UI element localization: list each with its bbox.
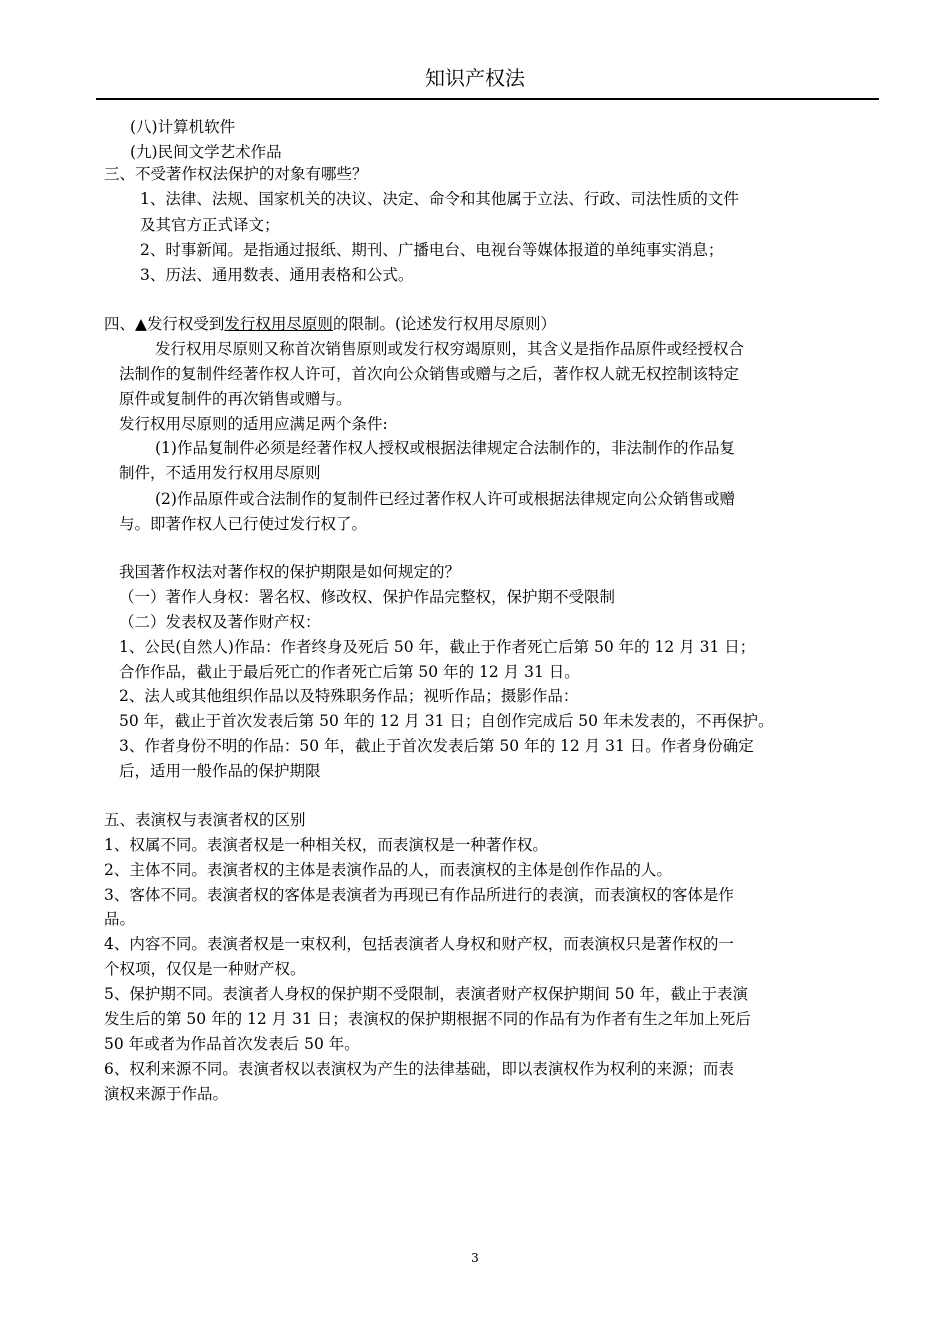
paragraph-line: 合作作品，截止于最后死亡的作者死亡后第 50 年的 12 月 31 日。 [119,663,580,681]
paragraph-line: 50 年或者为作品首次发表后 50 年。 [104,1035,360,1053]
list-item-software: (八)计算机软件 [130,118,236,136]
paragraph-line: 制件，不适用发行权用尽原则 [119,464,321,482]
header-divider [96,98,879,100]
paragraph-line: (1)作品复制件必须是经著作权人授权或根据法律规定合法制作的，非法制作的作品复 [155,439,735,457]
paragraph-line: 6、权利来源不同。表演者权以表演权为产生的法律基础，即以表演权作为权利的来源；而表 [104,1060,734,1078]
paragraph-line: 3、客体不同。表演者权的客体是表演者为再现已有作品所进行的表演，而表演权的客体是作 [104,886,734,904]
paragraph-line: （二）发表权及著作财产权： [119,613,321,631]
paragraph-line: 5、保护期不同。表演者人身权的保护期不受限制，表演者财产权保护期间 50 年，截止于表演 [104,985,748,1003]
paragraph-line: 演权来源于作品。 [104,1085,229,1103]
section-3-item-3: 3、历法、通用数表、通用表格和公式。 [140,266,414,284]
paragraph-line: 品。 [104,910,136,928]
paragraph-line: 后，适用一般作品的保护期限 [119,762,321,780]
paragraph-line: 3、作者身份不明的作品：50 年，截止于首次发表后第 50 年的 12 月 31 日。作者身份确定 [119,737,754,755]
exhaustion-principle-term: 发行权用尽原则 [224,315,333,333]
paragraph-line: 发行权用尽原则又称首次销售原则或发行权穷竭原则，其含义是指作品原件或经授权合 [155,340,745,358]
paragraph-line: 发生后的第 50 年的 12 月 31 日；表演权的保护期根据不同的作品有为作者有生之年加上死后 [104,1010,751,1028]
paragraph-line: 1、公民(自然人)作品：作者终身及死后 50 年，截止于作者死亡后第 50 年的 12 月 31 日； [119,638,756,656]
paragraph-line: 与。即著作权人已行使过发行权了。 [119,515,368,533]
section-3-item-1-cont: 及其官方正式译文； [140,216,280,234]
section-5-heading: 五、表演权与表演者权的区别 [104,811,306,829]
paragraph-line: 原件或复制件的再次销售或赠与。 [119,390,352,408]
section-3-item-2: 2、时事新闻。是指通过报纸、期刊、广播电台、电视台等媒体报道的单纯事实消息； [140,241,724,259]
section-4-heading [104,313,556,335]
paragraph-line: 1、权属不同。表演者权是一种相关权，而表演权是一种著作权。 [104,836,548,854]
paragraph-line: 4、内容不同。表演者权是一束权利，包括表演者人身权和财产权，而表演权只是著作权的一 [104,935,734,953]
paragraph-line: （一）著作人身权：署名权、修改权、保护作品完整权，保护期不受限制 [119,588,616,606]
page-number: 3 [471,1251,479,1265]
paragraph-line: 法制作的复制件经著作权人许可，首次向公众销售或赠与之后，著作权人就无权控制该特定 [119,365,740,383]
protection-period-heading: 我国著作权法对著作权的保护期限是如何规定的？ [119,563,461,581]
section-4-heading-prefix: 四、▲发行权受到 [104,315,225,333]
paragraph-line: 2、法人或其他组织作品以及特殊职务作品；视听作品；摄影作品： [119,687,579,705]
paragraph-line: 2、主体不同。表演者权的主体是表演作品的人，而表演权的主体是创作作品的人。 [104,861,672,879]
section-3-item-1: 1、法律、法规、国家机关的决议、决定、命令和其他属于立法、行政、司法性质的文件 [140,190,739,208]
list-item-folk-art: (九)民间文学艺术作品 [130,143,282,161]
paragraph-line: 50 年，截止于首次发表后第 50 年的 12 月 31 日；自创作完成后 50 年未发表的，不再保护。 [119,712,774,730]
paragraph-line: (2)作品原件或合法制作的复制件已经过著作权人许可或根据法律规定向公众销售或赠 [155,490,735,508]
section-4-heading-suffix: 的限制。(论述发行权用尽原则） [332,315,556,333]
section-3-heading: 三、不受著作权法保护的对象有哪些？ [104,165,368,183]
paragraph-line: 个权项，仅仅是一种财产权。 [104,960,306,978]
page-header-title: 知识产权法 [425,66,525,90]
paragraph-line: 发行权用尽原则的适用应满足两个条件: [119,415,388,433]
